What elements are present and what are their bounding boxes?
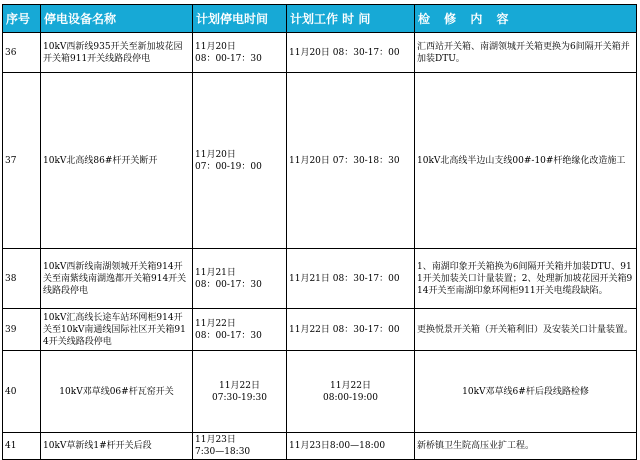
row-equipment: 10kV草新线1#杆开关后段 [41, 433, 193, 460]
row-work-time: 11月23日8:00—18:00 [287, 433, 415, 460]
row-work-time: 11月22日 08：30-17：00 [287, 309, 415, 351]
row-content: 10kV邓草线6#杆后段线路检修 [415, 351, 637, 433]
row-outage-time: 11月20日 07：00-19：00 [193, 73, 287, 249]
row-no: 39 [3, 309, 41, 351]
row-work-time: 11月22日 08:00-19:00 [287, 351, 415, 433]
header-outage-time: 计划停电时间 [193, 5, 287, 33]
row-content: 1、南湖印象开关箱换为6间隔开关箱并加装DTU、911开关加装关口计量装置；2、处理新加坡花园开关箱914开关至南湖印象环网柜911开关电缆段缺陷。 [415, 249, 637, 309]
row-equipment: 10kV邓草线06#杆瓦窑开关 [41, 351, 193, 433]
table-row [3, 249, 637, 309]
table-row [3, 73, 637, 249]
row-equipment: 10kV西新线南湖领城开关箱914开关至南紫线南湖逸都开关箱914开关线路段停电 [41, 249, 193, 309]
row-outage-time: 11月20日 08：00-17：30 [193, 33, 287, 73]
row-work-time: 11月20日 08：30-17：00 [287, 33, 415, 73]
row-work-time: 11月20日 07：30-18：30 [287, 73, 415, 249]
table-row [3, 33, 637, 73]
row-equipment: 10kV北高线86#杆开关断开 [41, 73, 193, 249]
row-no: 37 [3, 73, 41, 249]
row-equipment: 10kV西新线935开关至新加坡花园开关箱911开关线路段停电 [41, 33, 193, 73]
header-work-time: 计划工作 时 间 [287, 5, 415, 33]
table-row [3, 433, 637, 460]
row-outage-time: 11月23日 7:30—18:30 [193, 433, 287, 460]
outage-schedule-table [2, 4, 637, 460]
header-content: 检 修 内 容 [415, 5, 637, 33]
row-equipment: 10kV汇高线长途车站环网柜914开关至10kV南通线国际社区开关箱914开关线路段停电 [41, 309, 193, 351]
row-outage-time: 11月22日 07:30-19:30 [193, 351, 287, 433]
row-no: 41 [3, 433, 41, 460]
row-no: 40 [3, 351, 41, 433]
header-no: 序号 [3, 5, 41, 33]
row-content: 新桥镇卫生院高压业扩工程。 [415, 433, 637, 460]
table-header-row [3, 5, 637, 33]
row-content: 汇西站开关箱、南湖领城开关箱更换为6间隔开关箱并加装DTU。 [415, 33, 637, 73]
row-no: 38 [3, 249, 41, 309]
table-row [3, 351, 637, 433]
row-content: 10kV北高线半边山支线00#-10#杆绝缘化改造施工 [415, 73, 637, 249]
row-no: 36 [3, 33, 41, 73]
row-content: 更换悦景开关箱（开关箱利旧）及安装关口计量装置。 [415, 309, 637, 351]
row-outage-time: 11月22日 08：00-17：30 [193, 309, 287, 351]
table-row [3, 309, 637, 351]
header-equipment: 停电设备名称 [41, 5, 193, 33]
row-outage-time: 11月21日 08：00-17：30 [193, 249, 287, 309]
row-work-time: 11月21日 08：30-17：00 [287, 249, 415, 309]
